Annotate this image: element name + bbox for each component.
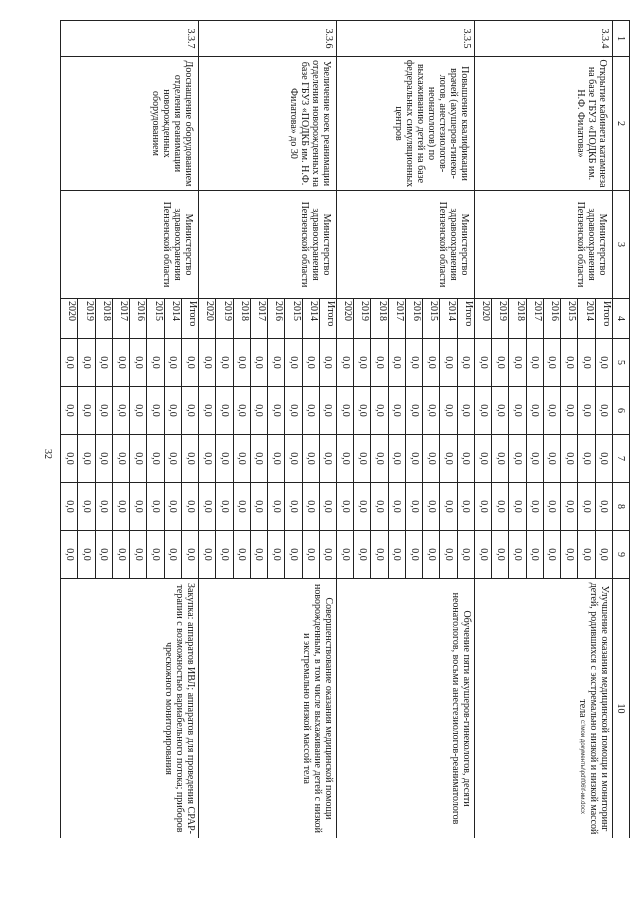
- program-activities-table: [60, 20, 630, 838]
- funding-value: 0,0: [405, 387, 422, 435]
- year-cell: 2018: [371, 299, 388, 339]
- funding-value: 0,0: [371, 531, 388, 579]
- funding-value: 0,0: [474, 483, 491, 531]
- funding-value: 0,0: [457, 531, 474, 579]
- funding-value: 0,0: [526, 435, 543, 483]
- funding-value: 0,0: [233, 483, 250, 531]
- funding-value: 0,0: [285, 531, 302, 579]
- funding-value: 0,0: [181, 435, 198, 483]
- funding-value: 0,0: [440, 339, 457, 387]
- table-row: [319, 21, 336, 839]
- column-header: 2: [612, 57, 629, 191]
- funding-value: 0,0: [268, 339, 285, 387]
- funding-value: 0,0: [130, 387, 147, 435]
- funding-value: 0,0: [61, 483, 79, 531]
- year-cell: 2016: [543, 299, 560, 339]
- funding-value: 0,0: [268, 531, 285, 579]
- activity-number: 3.3.5: [337, 21, 475, 57]
- column-header: 4: [612, 299, 629, 339]
- funding-value: 0,0: [595, 531, 612, 579]
- funding-value: 0,0: [95, 483, 112, 531]
- funding-value: 0,0: [319, 339, 336, 387]
- year-cell: 2017: [250, 299, 267, 339]
- funding-value: 0,0: [509, 387, 526, 435]
- funding-value: 0,0: [578, 387, 595, 435]
- activity-number: 3.3.6: [199, 21, 337, 57]
- funding-value: 0,0: [181, 531, 198, 579]
- funding-value: 0,0: [61, 387, 79, 435]
- funding-value: 0,0: [233, 339, 250, 387]
- table-row: [595, 21, 612, 839]
- funding-value: 0,0: [268, 483, 285, 531]
- funding-value: 0,0: [474, 531, 491, 579]
- funding-value: 0,0: [216, 435, 233, 483]
- funding-value: 0,0: [233, 531, 250, 579]
- funding-value: 0,0: [492, 435, 509, 483]
- funding-value: 0,0: [112, 339, 129, 387]
- expected-result: Обучение пяти акушеров-гинекологов, десяти неонатологов, восьми анестезиологов-реаниматологов: [337, 579, 475, 839]
- funding-value: 0,0: [371, 387, 388, 435]
- column-header: 7: [612, 435, 629, 483]
- funding-value: 0,0: [199, 435, 216, 483]
- year-cell: 2016: [268, 299, 285, 339]
- year-cell: 2015: [285, 299, 302, 339]
- funding-value: 0,0: [492, 339, 509, 387]
- year-cell: 2018: [95, 299, 112, 339]
- funding-value: 0,0: [268, 435, 285, 483]
- year-cell: 2019: [492, 299, 509, 339]
- funding-value: 0,0: [164, 531, 181, 579]
- funding-value: 0,0: [319, 387, 336, 435]
- funding-value: 0,0: [543, 435, 560, 483]
- year-cell: Итого: [319, 299, 336, 339]
- funding-value: 0,0: [319, 531, 336, 579]
- funding-value: 0,0: [164, 387, 181, 435]
- funding-value: 0,0: [526, 387, 543, 435]
- funding-value: 0,0: [509, 531, 526, 579]
- funding-value: 0,0: [371, 339, 388, 387]
- executor-name: Министерство здравоохранения Пензенской области: [61, 191, 199, 299]
- funding-value: 0,0: [216, 339, 233, 387]
- funding-value: 0,0: [78, 339, 95, 387]
- funding-value: 0,0: [405, 339, 422, 387]
- funding-value: 0,0: [509, 339, 526, 387]
- funding-value: 0,0: [509, 483, 526, 531]
- funding-value: 0,0: [319, 483, 336, 531]
- funding-value: 0,0: [302, 339, 319, 387]
- funding-value: 0,0: [302, 483, 319, 531]
- executor-name: Министерство здравоохранения Пензенской области: [199, 191, 337, 299]
- funding-value: 0,0: [112, 531, 129, 579]
- funding-value: 0,0: [423, 387, 440, 435]
- funding-value: 0,0: [216, 483, 233, 531]
- funding-value: 0,0: [285, 339, 302, 387]
- funding-value: 0,0: [388, 531, 405, 579]
- funding-value: 0,0: [250, 435, 267, 483]
- funding-value: 0,0: [112, 387, 129, 435]
- year-cell: Итого: [457, 299, 474, 339]
- funding-value: 0,0: [147, 531, 164, 579]
- rotated-table-container: [60, 20, 630, 838]
- funding-value: 0,0: [474, 387, 491, 435]
- funding-value: 0,0: [457, 387, 474, 435]
- funding-value: 0,0: [95, 435, 112, 483]
- funding-value: 0,0: [181, 339, 198, 387]
- funding-value: 0,0: [543, 339, 560, 387]
- funding-value: 0,0: [285, 483, 302, 531]
- funding-value: 0,0: [492, 483, 509, 531]
- funding-value: 0,0: [250, 339, 267, 387]
- column-header: 5: [612, 339, 629, 387]
- funding-value: 0,0: [595, 483, 612, 531]
- funding-value: 0,0: [147, 435, 164, 483]
- funding-value: 0,0: [388, 483, 405, 531]
- header-row: [612, 21, 629, 839]
- funding-value: 0,0: [595, 435, 612, 483]
- table-row: [181, 21, 198, 839]
- funding-value: 0,0: [78, 531, 95, 579]
- funding-value: 0,0: [164, 339, 181, 387]
- funding-value: 0,0: [250, 483, 267, 531]
- funding-value: 0,0: [371, 483, 388, 531]
- year-cell: 2017: [526, 299, 543, 339]
- funding-value: 0,0: [199, 387, 216, 435]
- year-cell: 2019: [78, 299, 95, 339]
- expected-result: Совершенствование оказания медицинской помощи новорожденным, в том числе выхаживание детей с низкой и экстремально низкой массой тела: [199, 579, 337, 839]
- expected-result: Закупка: аппаратов ИВЛ; аппаратов для проведения CPAP-терапии с возможностью вариабельного потока; приборов чрескожного мониторирования: [61, 579, 199, 839]
- funding-value: 0,0: [440, 435, 457, 483]
- funding-value: 0,0: [561, 339, 578, 387]
- year-cell: 2019: [216, 299, 233, 339]
- funding-value: 0,0: [595, 387, 612, 435]
- funding-value: 0,0: [147, 387, 164, 435]
- funding-value: 0,0: [440, 483, 457, 531]
- funding-value: 0,0: [388, 387, 405, 435]
- funding-value: 0,0: [302, 435, 319, 483]
- funding-value: 0,0: [337, 387, 354, 435]
- funding-value: 0,0: [199, 531, 216, 579]
- funding-value: 0,0: [423, 531, 440, 579]
- funding-value: 0,0: [543, 531, 560, 579]
- funding-value: 0,0: [423, 339, 440, 387]
- funding-value: 0,0: [216, 387, 233, 435]
- funding-value: 0,0: [130, 531, 147, 579]
- funding-value: 0,0: [337, 339, 354, 387]
- year-cell: 2015: [147, 299, 164, 339]
- funding-value: 0,0: [95, 531, 112, 579]
- activity-name: Дооснащение оборудованием отделения реанимации новорожденных оборудованием: [61, 57, 199, 191]
- funding-value: 0,0: [233, 435, 250, 483]
- funding-value: 0,0: [61, 339, 79, 387]
- funding-value: 0,0: [61, 531, 79, 579]
- funding-value: 0,0: [526, 531, 543, 579]
- year-cell: 2020: [199, 299, 216, 339]
- year-cell: 2020: [337, 299, 354, 339]
- year-cell: 2015: [561, 299, 578, 339]
- funding-value: 0,0: [130, 435, 147, 483]
- funding-value: 0,0: [78, 483, 95, 531]
- year-cell: 2017: [388, 299, 405, 339]
- year-cell: 2019: [354, 299, 371, 339]
- funding-value: 0,0: [561, 531, 578, 579]
- funding-value: 0,0: [61, 435, 79, 483]
- funding-value: 0,0: [561, 435, 578, 483]
- year-cell: 2014: [302, 299, 319, 339]
- funding-value: 0,0: [319, 435, 336, 483]
- executor-name: Министерство здравоохранения Пензенской области: [474, 191, 612, 299]
- funding-value: 0,0: [543, 387, 560, 435]
- funding-value: 0,0: [112, 483, 129, 531]
- funding-value: 0,0: [578, 483, 595, 531]
- funding-value: 0,0: [457, 339, 474, 387]
- funding-value: 0,0: [595, 339, 612, 387]
- funding-value: 0,0: [250, 531, 267, 579]
- funding-value: 0,0: [337, 531, 354, 579]
- funding-value: 0,0: [78, 387, 95, 435]
- activity-name: Увеличение коек реанимации отделения новорожденных на базе ГБУЗ «ПОДКБ им. Н.Ф. Филатова» до 30: [199, 57, 337, 191]
- table-row: [457, 21, 474, 839]
- funding-value: 0,0: [543, 483, 560, 531]
- funding-value: 0,0: [302, 531, 319, 579]
- funding-value: 0,0: [492, 387, 509, 435]
- funding-value: 0,0: [423, 483, 440, 531]
- year-cell: 2014: [578, 299, 595, 339]
- year-cell: 2014: [440, 299, 457, 339]
- column-header: 1: [612, 21, 629, 57]
- funding-value: 0,0: [78, 435, 95, 483]
- file-path-text: c:\мои документы\pd\f06\f-ии.docx: [579, 720, 585, 814]
- funding-value: 0,0: [354, 387, 371, 435]
- funding-value: 0,0: [130, 339, 147, 387]
- year-cell: 2017: [112, 299, 129, 339]
- funding-value: 0,0: [112, 435, 129, 483]
- funding-value: 0,0: [561, 387, 578, 435]
- funding-value: 0,0: [388, 435, 405, 483]
- column-header: 8: [612, 483, 629, 531]
- funding-value: 0,0: [285, 435, 302, 483]
- funding-value: 0,0: [199, 339, 216, 387]
- year-cell: 2018: [233, 299, 250, 339]
- funding-value: 0,0: [147, 339, 164, 387]
- funding-value: 0,0: [337, 483, 354, 531]
- activity-number: 3.3.7: [61, 21, 199, 57]
- year-cell: Итого: [595, 299, 612, 339]
- funding-value: 0,0: [526, 483, 543, 531]
- year-cell: 2015: [423, 299, 440, 339]
- year-cell: 2014: [164, 299, 181, 339]
- funding-value: 0,0: [440, 387, 457, 435]
- funding-value: 0,0: [354, 483, 371, 531]
- funding-value: 0,0: [457, 435, 474, 483]
- funding-value: 0,0: [216, 531, 233, 579]
- activity-name: Открытие кабинета катамнеза на базе ГБУЗ «ПОДКБ им. Н.Ф. Филатова»: [474, 57, 612, 191]
- funding-value: 0,0: [164, 435, 181, 483]
- funding-value: 0,0: [423, 435, 440, 483]
- executor-name: Министерство здравоохранения Пензенской области: [337, 191, 475, 299]
- funding-value: 0,0: [578, 339, 595, 387]
- funding-value: 0,0: [337, 435, 354, 483]
- funding-value: 0,0: [181, 483, 198, 531]
- year-cell: 2018: [509, 299, 526, 339]
- year-cell: Итого: [181, 299, 198, 339]
- funding-value: 0,0: [130, 483, 147, 531]
- year-cell: 2020: [61, 299, 79, 339]
- funding-value: 0,0: [509, 435, 526, 483]
- column-header: 10: [612, 579, 629, 839]
- column-header: 6: [612, 387, 629, 435]
- funding-value: 0,0: [405, 531, 422, 579]
- column-header: 3: [612, 191, 629, 299]
- funding-value: 0,0: [440, 531, 457, 579]
- funding-value: 0,0: [474, 339, 491, 387]
- funding-value: 0,0: [147, 483, 164, 531]
- funding-value: 0,0: [578, 435, 595, 483]
- funding-value: 0,0: [371, 435, 388, 483]
- funding-value: 0,0: [233, 387, 250, 435]
- funding-value: 0,0: [354, 531, 371, 579]
- year-cell: 2016: [130, 299, 147, 339]
- funding-value: 0,0: [388, 339, 405, 387]
- funding-value: 0,0: [199, 483, 216, 531]
- activity-name: Повышение квалификации врачей (акушеров-гинеко-логов, анестезиологов-неонатологов) по выхаживанию детей на базе федеральных симуляционных центров: [337, 57, 475, 191]
- funding-value: 0,0: [561, 483, 578, 531]
- year-cell: 2016: [405, 299, 422, 339]
- funding-value: 0,0: [354, 339, 371, 387]
- funding-value: 0,0: [492, 531, 509, 579]
- funding-value: 0,0: [95, 387, 112, 435]
- funding-value: 0,0: [302, 387, 319, 435]
- funding-value: 0,0: [578, 531, 595, 579]
- funding-value: 0,0: [285, 387, 302, 435]
- year-cell: 2020: [474, 299, 491, 339]
- table-body: [61, 21, 630, 839]
- funding-value: 0,0: [95, 339, 112, 387]
- funding-value: 0,0: [354, 435, 371, 483]
- column-header: 9: [612, 531, 629, 579]
- funding-value: 0,0: [181, 387, 198, 435]
- page-number: 32: [42, 449, 53, 459]
- funding-value: 0,0: [405, 435, 422, 483]
- funding-value: 0,0: [164, 483, 181, 531]
- funding-value: 0,0: [405, 483, 422, 531]
- funding-value: 0,0: [268, 387, 285, 435]
- funding-value: 0,0: [457, 483, 474, 531]
- expected-result: Улучшение оказания медицинской помощи и мониторинг детей, родившихся с экстремально низкой и низкой массой тела: [474, 579, 612, 839]
- funding-value: 0,0: [526, 339, 543, 387]
- funding-value: 0,0: [250, 387, 267, 435]
- activity-number: 3.3.4: [474, 21, 612, 57]
- funding-value: 0,0: [474, 435, 491, 483]
